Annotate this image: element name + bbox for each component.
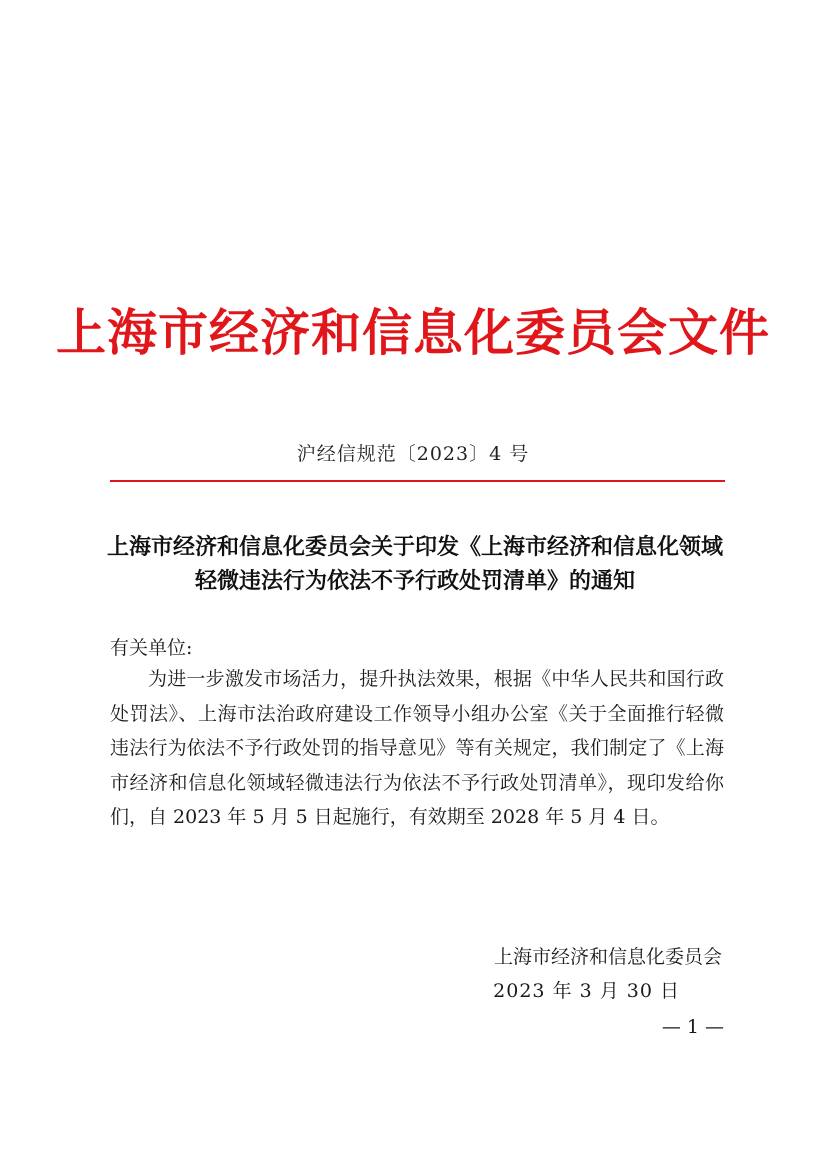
salutation: 有关单位: bbox=[110, 637, 193, 659]
document-number: 沪经信规范〔2023〕4 号 bbox=[296, 443, 530, 465]
red-separator-line bbox=[110, 480, 725, 482]
signing-organization: 上海市经济和信息化委员会 bbox=[493, 946, 722, 968]
notice-body: 为进一步激发市场活力，提升执法效果，根据《中华人民共和国行政处罚法》、上海市法治政府建设工作领导小组办公室《关于全面推行轻微违法行为依法不予行政处罚的指导意见》等有关规定，我们制定了《上海市经济和信息化领域轻微违法行为依法不予行政处罚清单》，现印发给你们，自 2023 年 5 月 5 日起施行，有效期至 2028 年 5 月 4 日。 bbox=[110, 668, 724, 828]
notice-title: 上海市经济和信息化委员会关于印发《上海市经济和信息化领域轻微违法行为依法不予行政处罚清单》的通知 bbox=[106, 534, 723, 594]
signing-date: 2023 年 3 月 30 日 bbox=[493, 980, 680, 1002]
document-masthead: 上海市经济和信息化委员会文件 bbox=[56, 303, 770, 362]
page-number: — 1 — bbox=[661, 1016, 724, 1038]
